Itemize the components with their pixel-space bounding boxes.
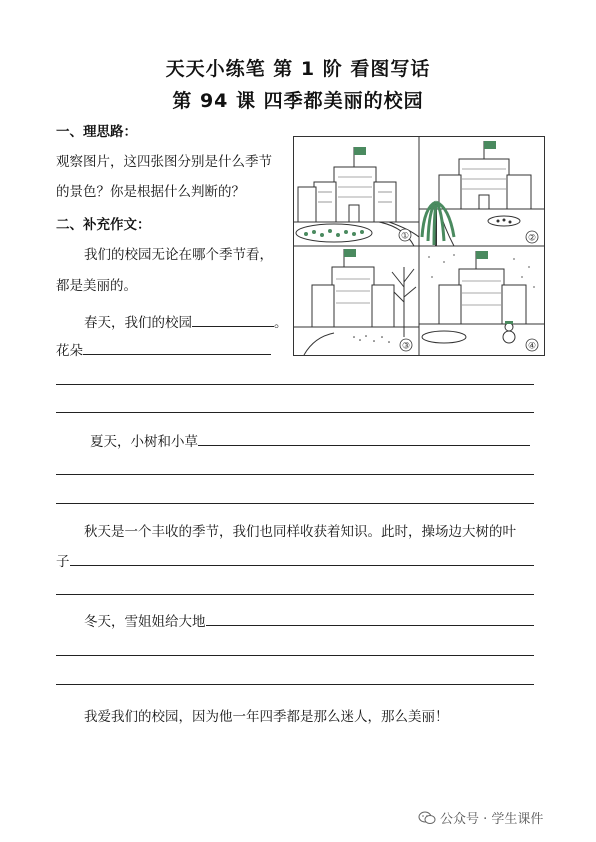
flowers-sentence bbox=[56, 339, 271, 359]
autumn-prefix: 子 bbox=[56, 554, 70, 570]
winter-sentence bbox=[84, 610, 534, 630]
writing-line[interactable] bbox=[56, 684, 534, 685]
autumn-line1: 秋天是一个丰收的季节，我们也同样收获着知识。此时，操场边大树的叶 bbox=[84, 524, 516, 540]
wechat-icon bbox=[418, 811, 436, 825]
lesson-title: 第 94 课 四季都美丽的校园 bbox=[172, 90, 424, 112]
section1-heading: 一、理思路： bbox=[56, 124, 137, 140]
page-title: 天天小练笔 第 1 阶 看图写话 bbox=[165, 58, 431, 80]
closing-sentence: 我爱我们的校园，因为他一年四季都是那么迷人，那么美丽！ bbox=[84, 709, 449, 725]
summer-sentence bbox=[90, 430, 530, 450]
flowers-blank[interactable] bbox=[83, 340, 271, 355]
winter-panel bbox=[419, 251, 544, 352]
intro-line2: 都是美丽的。 bbox=[56, 278, 137, 294]
spring-suffix: 。 bbox=[274, 315, 288, 331]
writing-line[interactable] bbox=[56, 384, 534, 385]
panel-number-2: ② bbox=[527, 233, 537, 244]
writing-line[interactable] bbox=[56, 503, 534, 504]
section2-heading: 二、补充作文： bbox=[56, 217, 151, 233]
winter-prefix: 冬天，雪姐姐给大地 bbox=[84, 614, 206, 630]
spring-blank[interactable] bbox=[192, 312, 274, 327]
summer-blank[interactable] bbox=[198, 431, 530, 446]
summer-prefix: 夏天，小树和小草 bbox=[90, 434, 198, 450]
writing-line[interactable] bbox=[56, 412, 534, 413]
panel-number-1: ① bbox=[400, 231, 410, 242]
winter-blank[interactable] bbox=[206, 611, 534, 626]
panel-number-3: ③ bbox=[401, 341, 411, 352]
autumn-sentence bbox=[56, 550, 534, 570]
spring-sentence bbox=[84, 311, 288, 331]
watermark-text: 公众号 · 学生课件 bbox=[440, 812, 544, 827]
panel-number-4: ④ bbox=[527, 341, 537, 352]
writing-line[interactable] bbox=[56, 594, 534, 595]
autumn-blank[interactable] bbox=[70, 551, 534, 566]
section1-question-line1: 观察图片，这四张图分别是什么季节 bbox=[56, 154, 272, 170]
intro-line1: 我们的校园无论在哪个季节看， bbox=[84, 247, 273, 263]
autumn-panel bbox=[294, 249, 419, 355]
section1-question-line2: 的景色？你是根据什么判断的？ bbox=[56, 184, 245, 200]
four-seasons-illustration bbox=[293, 136, 545, 356]
summer-panel bbox=[419, 141, 544, 246]
watermark bbox=[418, 808, 543, 827]
spring-prefix: 春天，我们的校园 bbox=[84, 315, 192, 331]
writing-line[interactable] bbox=[56, 474, 534, 475]
spring-panel bbox=[294, 147, 419, 246]
writing-line[interactable] bbox=[56, 655, 534, 656]
flowers-prefix: 花朵 bbox=[56, 343, 83, 359]
